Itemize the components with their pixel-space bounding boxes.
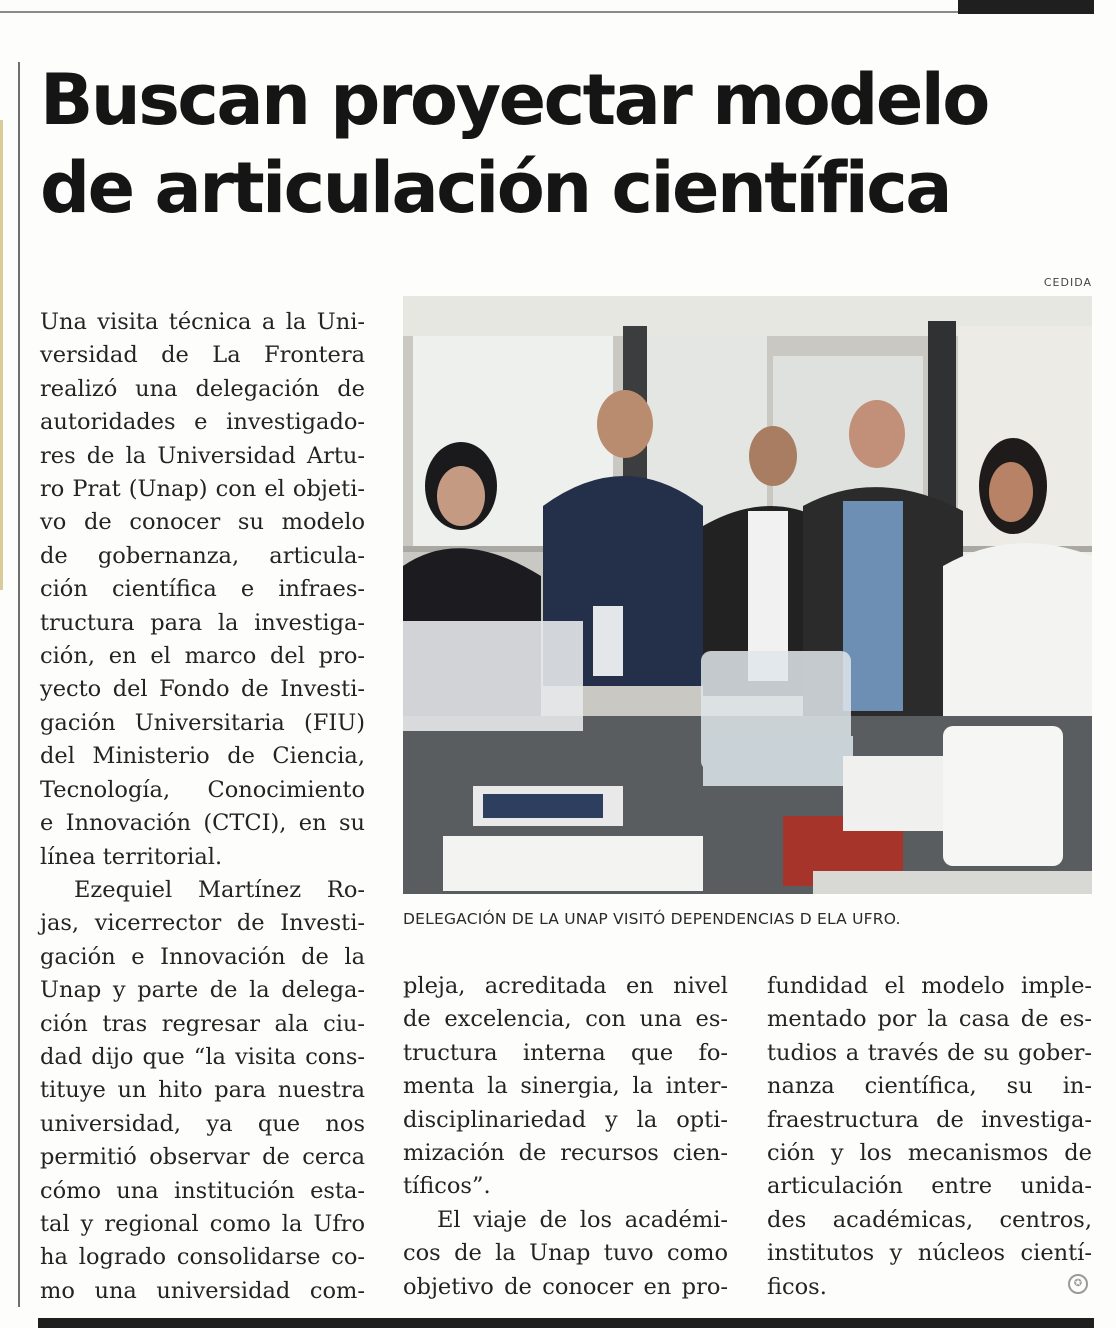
- text-line: gación e Innovación de la: [40, 943, 365, 970]
- text-line: de excelencia, con una es-: [403, 1006, 728, 1033]
- left-page-edge: [0, 120, 3, 590]
- text-line: disciplinariedad y la opti-: [403, 1106, 728, 1133]
- paragraph-2: [40, 874, 365, 1308]
- headline-line-1: Buscan proyectar modelo: [40, 59, 988, 141]
- text-line: ción y los mecanismos de: [767, 1140, 1092, 1167]
- text-line: fundidad el modelo imple-: [767, 973, 1092, 999]
- article-column-3: [767, 970, 1092, 1304]
- top-corner-block: [958, 0, 1094, 14]
- headline: [40, 56, 1100, 232]
- paragraph-3: [403, 1204, 728, 1304]
- text-line: línea territorial.: [40, 843, 223, 870]
- text-line: mo una universidad com-: [40, 1277, 365, 1304]
- text-line: Unap y parte de la delega-: [40, 977, 365, 1004]
- text-line: mización de recursos cien-: [403, 1140, 728, 1167]
- text-line: fraestructura de investiga-: [767, 1106, 1092, 1133]
- text-line: vo de conocer su modelo: [40, 509, 365, 536]
- text-line: cómo una institución esta-: [40, 1177, 365, 1204]
- text-line: institutos y núcleos cientí-: [767, 1240, 1092, 1267]
- paragraph-3-continued: [767, 970, 1092, 1304]
- text-line: ha logrado consolidarse co-: [40, 1244, 365, 1271]
- text-line: tructura interna que fo-: [403, 1039, 728, 1066]
- text-line: dad dijo que “la visita cons-: [40, 1043, 365, 1070]
- text-line: tituye un hito para nuestra: [40, 1077, 365, 1104]
- text-line: jas, vicerrector de Investi-: [40, 910, 365, 937]
- text-line: del Ministerio de Ciencia,: [40, 743, 365, 770]
- paragraph-2-continued: [403, 970, 728, 1204]
- text-line: versidad de La Frontera: [40, 342, 365, 369]
- text-line: menta la sinergia, la inter-: [403, 1073, 728, 1100]
- text-line: Ezequiel Martínez Ro-: [74, 876, 365, 903]
- text-line: tal y regional como la Ufro: [40, 1210, 365, 1237]
- lab-photo-illustration: [403, 296, 1092, 894]
- text-line: de gobernanza, articula-: [40, 542, 365, 569]
- photo-credit: CEDIDA: [1043, 276, 1092, 289]
- article-photo: [403, 296, 1092, 894]
- text-line: gación Universitaria (FIU): [40, 709, 365, 736]
- article-column-1: [40, 306, 365, 1308]
- text-line: ro Prat (Unap) con el objeti-: [40, 476, 365, 503]
- text-line: realizó una delegación de: [40, 375, 365, 402]
- headline-line-2: de articulación científica: [40, 147, 950, 229]
- text-line: Tecnología, Conocimiento: [40, 776, 365, 803]
- text-line: cos de la Unap tuvo como: [403, 1240, 728, 1267]
- paragraph-1: [40, 306, 365, 874]
- text-line: ción, en el marco del pro-: [40, 643, 365, 670]
- text-line: nanza científica, su in-: [767, 1073, 1092, 1100]
- text-line: ción tras regresar ala ciu-: [40, 1010, 365, 1037]
- photo-caption: DELEGACIÓN DE LA UNAP VISITÓ DEPENDENCIAS D ELA UFRO.: [403, 910, 901, 928]
- text-line: tudios a través de su gober-: [767, 1039, 1092, 1066]
- text-line: El viaje de los académi-: [437, 1206, 728, 1233]
- text-line: pleja, acreditada en nivel: [403, 973, 728, 999]
- text-line: universidad, ya que nos: [40, 1110, 365, 1137]
- text-line: mentado por la casa de es-: [767, 1006, 1092, 1033]
- star-circle-icon: ✪: [1068, 1274, 1088, 1294]
- article-column-2: [403, 970, 728, 1304]
- text-line: ción científica e infraes-: [40, 576, 365, 603]
- text-line: e Innovación (CTCI), en su: [40, 810, 365, 837]
- text-line: permitió observar de cerca: [40, 1144, 365, 1171]
- left-column-rule: [18, 62, 20, 1307]
- text-line: autoridades e investigado-: [40, 409, 365, 436]
- top-rule: [0, 11, 958, 13]
- text-line: objetivo de conocer en pro-: [403, 1273, 728, 1300]
- text-line: ficos.: [767, 1273, 827, 1300]
- text-line: des académicas, centros,: [767, 1206, 1092, 1233]
- text-line: articulación entre unida-: [767, 1173, 1092, 1200]
- text-line: tíficos”.: [403, 1173, 491, 1200]
- text-line: res de la Universidad Artu-: [40, 442, 365, 469]
- text-line: Una visita técnica a la Uni-: [40, 309, 365, 335]
- text-line: tructura para la investiga-: [40, 609, 365, 636]
- text-line: yecto del Fondo de Investi-: [40, 676, 365, 703]
- bottom-rule: [38, 1318, 1094, 1328]
